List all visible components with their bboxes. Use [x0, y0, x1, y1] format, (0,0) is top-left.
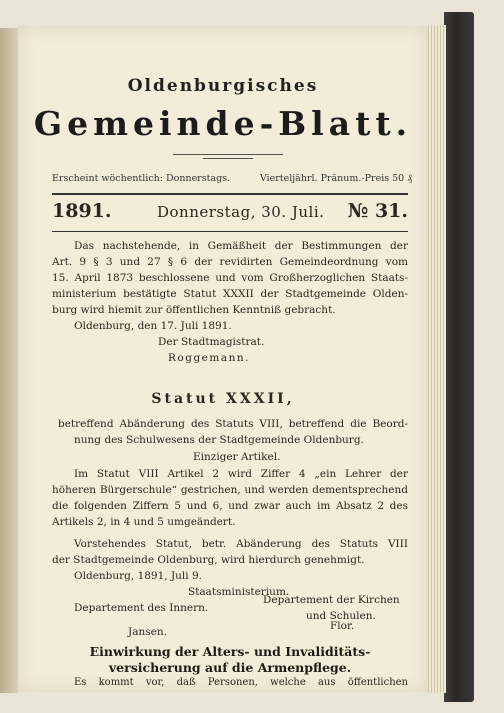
masthead-subtitle: Oldenburgisches — [127, 76, 319, 96]
ornament-rule-short — [203, 158, 253, 159]
dept-church: Departement der Kirchen — [263, 594, 400, 606]
article2-heading-line: versicherung auf die Armenpflege. — [108, 660, 352, 675]
newspaper-page — [18, 26, 428, 692]
statut-subtitle-line: nung des Schulwesens der Stadtgemeinde Oldenburg. — [74, 434, 364, 446]
approval-line: Vorstehendes Statut, betr. Abänderung des Statuts VIII — [74, 538, 408, 550]
issue-line — [52, 198, 408, 224]
issue-year: 1891. — [52, 200, 112, 222]
masthead-title: Gemeinde-Blatt. — [33, 104, 413, 143]
intro-line: 15. April 1873 beschlossene und vom Großherzoglichen Staats- — [52, 272, 408, 284]
header-rule-bottom — [52, 231, 408, 232]
subscription-price: Vierteljährl. Pränum.-Preis 50 ₰ — [259, 173, 412, 184]
statut-body-line: höheren Bürgerschule“ gestrichen, und werden dementsprechend — [52, 484, 408, 496]
signature-left: Jansen. — [128, 626, 167, 638]
statut-heading: Statut XXXII, — [151, 391, 295, 407]
publication-frequency: Erscheint wöchentlich: Donnerstags. — [52, 173, 231, 184]
intro-line: Art. 9 § 3 und 27 § 6 der revidirten Gemeindeordnung vom — [52, 256, 408, 268]
binding-spine — [0, 28, 18, 693]
header-rule-top — [52, 193, 408, 195]
book-cover-edge — [444, 12, 474, 702]
statut-body-line: Im Statut VIII Artikel 2 wird Ziffer 4 „ein Lehrer der — [74, 468, 408, 480]
ministry: Staatsministerium. — [188, 586, 290, 598]
dept-church-2: und Schulen. — [306, 610, 376, 622]
dept-interior: Departement des Innern. — [74, 602, 209, 614]
intro-line: burg wird hiemit zur öffentlichen Kenntniß gebracht. — [52, 304, 336, 316]
article2-body-line: Es kommt vor, daß Personen, welche aus öffentlichen — [74, 677, 408, 688]
intro-authority: Der Stadtmagistrat. — [158, 336, 265, 348]
article-title: Einziger Artikel. — [193, 451, 281, 463]
statut-body-line: die folgenden Ziffern 5 und 6, und zwar auch im Absatz 2 des — [52, 500, 408, 512]
ornament-rule — [173, 154, 283, 155]
statut-body-line: Artikels 2, in 4 und 5 umgeändert. — [52, 516, 236, 528]
signature-right: Flor. — [330, 620, 355, 632]
issue-number: № 31. — [347, 200, 408, 222]
approval-date: Oldenburg, 1891, Juli 9. — [74, 570, 203, 582]
intro-place-date: Oldenburg, den 17. Juli 1891. — [74, 320, 232, 332]
issue-date: Donnerstag, 30. Juli. — [157, 203, 325, 221]
statut-subtitle-line: betreffend Abänderung des Statuts VIII, betreffend die Beord- — [58, 418, 408, 430]
page-edges — [426, 25, 446, 693]
intro-line: ministerium bestätigte Statut XXXII der Stadtgemeinde Olden- — [52, 288, 408, 300]
article2-heading-line: Einwirkung der Alters- und Invaliditäts- — [89, 644, 371, 659]
approval-line: der Stadtgemeinde Oldenburg, wird hierdurch genehmigt. — [52, 554, 365, 566]
intro-line: Das nachstehende, in Gemäßheit der Bestimmungen der — [74, 240, 408, 252]
intro-signature: Roggemann. — [168, 352, 250, 364]
publication-info — [52, 173, 412, 184]
